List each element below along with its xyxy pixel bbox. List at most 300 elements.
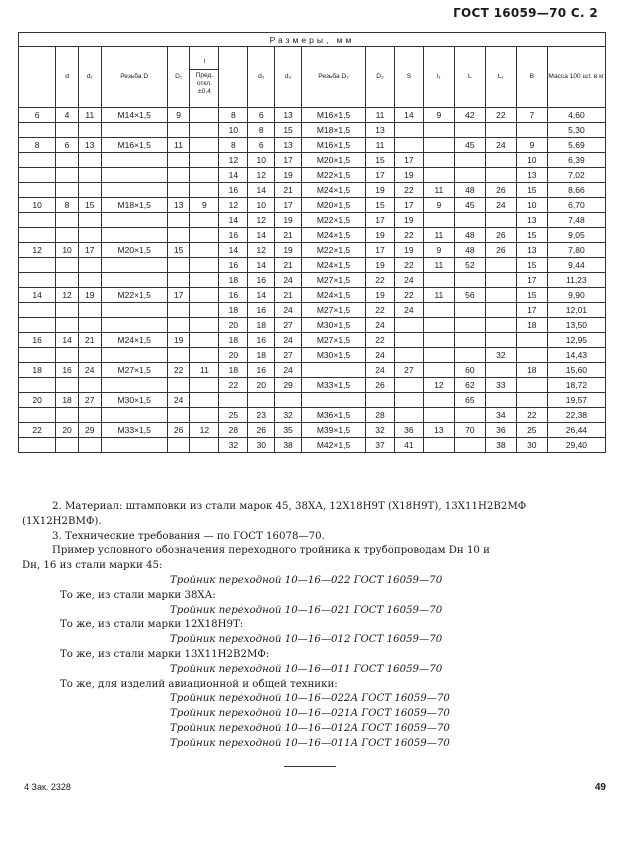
table-cell bbox=[101, 213, 167, 228]
table-row bbox=[19, 183, 606, 198]
table-cell: 5,69 bbox=[547, 138, 605, 153]
table-cell bbox=[19, 153, 56, 168]
table-cell: 34 bbox=[485, 408, 516, 423]
table-cell bbox=[78, 303, 101, 318]
table-cell bbox=[167, 213, 190, 228]
table-cell: 6 bbox=[56, 138, 79, 153]
table-cell: 32 bbox=[366, 423, 395, 438]
table-cell bbox=[78, 408, 101, 423]
table-cell bbox=[78, 168, 101, 183]
table-caption: Размеры, мм bbox=[19, 33, 606, 47]
table-cell: 36 bbox=[394, 423, 423, 438]
table-cell bbox=[190, 348, 219, 363]
table-cell: 21 bbox=[78, 333, 101, 348]
table-cell bbox=[167, 273, 190, 288]
table-cell bbox=[190, 183, 219, 198]
table-cell: 48 bbox=[454, 228, 485, 243]
table-cell: 9,05 bbox=[547, 228, 605, 243]
table-cell: 9 bbox=[167, 108, 190, 123]
table-cell: 26 bbox=[167, 423, 190, 438]
table-cell bbox=[56, 348, 79, 363]
example-designation: Тройник переходной 10—16—022 ГОСТ 16059—70 bbox=[170, 574, 443, 586]
table-cell: M22×1,5 bbox=[101, 288, 167, 303]
table-cell: 28 bbox=[219, 423, 248, 438]
table-cell: 8 bbox=[219, 108, 248, 123]
table-cell bbox=[167, 408, 190, 423]
table-cell: 17 bbox=[366, 243, 395, 258]
table-cell bbox=[78, 318, 101, 333]
table-cell: 9,44 bbox=[547, 258, 605, 273]
table-cell: 16 bbox=[248, 363, 275, 378]
table-cell bbox=[56, 378, 79, 393]
table-cell bbox=[19, 378, 56, 393]
table-cell: 17 bbox=[394, 153, 423, 168]
table-cell: 24 bbox=[485, 138, 516, 153]
table-cell: 24 bbox=[78, 363, 101, 378]
table-cell bbox=[516, 348, 547, 363]
col-d: d bbox=[56, 47, 79, 108]
table-cell: 26 bbox=[248, 423, 275, 438]
table-cell bbox=[423, 153, 454, 168]
table-cell bbox=[394, 333, 423, 348]
table-cell: 25 bbox=[516, 423, 547, 438]
table-cell bbox=[167, 123, 190, 138]
table-cell bbox=[190, 393, 219, 408]
col-D3: D₃ bbox=[366, 47, 395, 108]
table-cell: 14 bbox=[219, 168, 248, 183]
table-cell bbox=[56, 318, 79, 333]
table-cell: M20×1,5 bbox=[101, 243, 167, 258]
table-cell: 16 bbox=[248, 303, 275, 318]
table-cell bbox=[516, 378, 547, 393]
table-cell bbox=[423, 303, 454, 318]
example-designation: Тройник переходной 10—16—021А ГОСТ 16059—70 bbox=[170, 708, 450, 720]
table-cell: 24 bbox=[394, 273, 423, 288]
table-cell bbox=[219, 393, 248, 408]
table-cell: 12 bbox=[219, 198, 248, 213]
table-cell bbox=[19, 303, 56, 318]
table-cell: 19 bbox=[394, 213, 423, 228]
table-cell: 22 bbox=[219, 378, 248, 393]
table-cell: 27 bbox=[78, 393, 101, 408]
table-cell: 16 bbox=[56, 363, 79, 378]
table-row bbox=[19, 123, 606, 138]
table-cell: 15 bbox=[516, 183, 547, 198]
table-cell: 11,23 bbox=[547, 273, 605, 288]
table-cell: 10 bbox=[56, 243, 79, 258]
table-cell: 11 bbox=[423, 258, 454, 273]
table-cell: 32 bbox=[485, 348, 516, 363]
table-cell: 7 bbox=[516, 108, 547, 123]
table-cell: 19 bbox=[394, 168, 423, 183]
table-cell: M18×1,5 bbox=[301, 123, 365, 138]
table-cell bbox=[394, 393, 423, 408]
table-cell: 13 bbox=[423, 423, 454, 438]
table-cell: M39×1,5 bbox=[301, 423, 365, 438]
table-cell bbox=[485, 258, 516, 273]
table-cell: M27×1,5 bbox=[301, 333, 365, 348]
table-cell: 30 bbox=[248, 438, 275, 453]
table-cell bbox=[275, 393, 302, 408]
table-cell bbox=[19, 318, 56, 333]
table-cell bbox=[516, 393, 547, 408]
table-row bbox=[19, 393, 606, 408]
table-cell: 12 bbox=[56, 288, 79, 303]
table-cell: 22 bbox=[394, 183, 423, 198]
table-cell: 9,90 bbox=[547, 288, 605, 303]
table-cell: 32 bbox=[275, 408, 302, 423]
table-cell: 11 bbox=[423, 183, 454, 198]
table-cell bbox=[167, 228, 190, 243]
table-cell: 10 bbox=[516, 153, 547, 168]
table-cell: M27×1,5 bbox=[301, 273, 365, 288]
table-cell: 9 bbox=[190, 198, 219, 213]
table-cell bbox=[485, 333, 516, 348]
table-cell: 19,57 bbox=[547, 393, 605, 408]
table-cell bbox=[78, 438, 101, 453]
table-cell bbox=[423, 438, 454, 453]
table-cell bbox=[78, 258, 101, 273]
table-cell bbox=[394, 408, 423, 423]
table-cell: 10 bbox=[516, 198, 547, 213]
table-cell bbox=[56, 258, 79, 273]
table-cell bbox=[485, 153, 516, 168]
example-designation: Тройник переходной 10—16—012 ГОСТ 16059—70 bbox=[170, 634, 443, 646]
table-cell bbox=[423, 213, 454, 228]
table-cell bbox=[190, 288, 219, 303]
table-cell bbox=[19, 408, 56, 423]
standard-header: ГОСТ 16059—70 С. 2 bbox=[453, 6, 598, 20]
table-cell bbox=[190, 108, 219, 123]
table-cell: 62 bbox=[454, 378, 485, 393]
table-cell: 5,30 bbox=[547, 123, 605, 138]
table-cell: 8,66 bbox=[547, 183, 605, 198]
table-cell: M33×1,5 bbox=[301, 378, 365, 393]
table-cell: M30×1,5 bbox=[301, 318, 365, 333]
table-cell: 13 bbox=[167, 198, 190, 213]
table-cell: 26 bbox=[485, 183, 516, 198]
table-cell: M16×1,5 bbox=[301, 138, 365, 153]
col-dn2 bbox=[219, 47, 248, 108]
table-cell bbox=[190, 228, 219, 243]
table-cell: 41 bbox=[394, 438, 423, 453]
table-cell: 16 bbox=[19, 333, 56, 348]
table-cell bbox=[19, 438, 56, 453]
col-L1: L₁ bbox=[485, 47, 516, 108]
table-cell: 22 bbox=[394, 258, 423, 273]
table-cell: 8 bbox=[56, 198, 79, 213]
table-cell: 48 bbox=[454, 183, 485, 198]
table-cell: 24 bbox=[275, 363, 302, 378]
col-B: B bbox=[516, 47, 547, 108]
table-cell: 13 bbox=[516, 168, 547, 183]
col-d1: d₁ bbox=[78, 47, 101, 108]
table-cell bbox=[101, 318, 167, 333]
table-cell bbox=[454, 408, 485, 423]
table-cell: 12 bbox=[219, 153, 248, 168]
table-cell: 12,95 bbox=[547, 333, 605, 348]
table-cell: 6,39 bbox=[547, 153, 605, 168]
table-cell: 8 bbox=[248, 123, 275, 138]
note-material: 2. Материал: штамповки из стали марок 45, 38ХА, 12Х18Н9Т (Х18Н9Т), 13Х11Н2В2МФ bbox=[52, 501, 527, 512]
table-cell: 10 bbox=[19, 198, 56, 213]
table-cell: 21 bbox=[275, 183, 302, 198]
table-cell: 45 bbox=[454, 138, 485, 153]
col-dn bbox=[19, 47, 56, 108]
table-cell: 4 bbox=[56, 108, 79, 123]
table-cell: M30×1,5 bbox=[301, 348, 365, 363]
table-cell: 26 bbox=[485, 228, 516, 243]
table-cell: 22 bbox=[167, 363, 190, 378]
table-cell bbox=[19, 213, 56, 228]
table-row bbox=[19, 258, 606, 273]
table-cell: 17 bbox=[366, 168, 395, 183]
table-cell: 24 bbox=[366, 348, 395, 363]
table-cell: M30×1,5 bbox=[101, 393, 167, 408]
table-cell: 9 bbox=[423, 198, 454, 213]
table-cell: 56 bbox=[454, 288, 485, 303]
table-cell: 24 bbox=[275, 273, 302, 288]
table-cell bbox=[56, 228, 79, 243]
table-cell: 18 bbox=[19, 363, 56, 378]
table-cell bbox=[167, 153, 190, 168]
table-cell: 16 bbox=[219, 183, 248, 198]
table-cell bbox=[485, 318, 516, 333]
table-cell bbox=[101, 153, 167, 168]
table-cell: 6,70 bbox=[547, 198, 605, 213]
table-cell: 18 bbox=[219, 333, 248, 348]
table-cell: 6 bbox=[248, 138, 275, 153]
table-cell: 13 bbox=[275, 138, 302, 153]
table-cell bbox=[516, 333, 547, 348]
table-cell bbox=[101, 303, 167, 318]
table-cell: M16×1,5 bbox=[301, 108, 365, 123]
table-cell: 18 bbox=[219, 273, 248, 288]
table-cell bbox=[56, 438, 79, 453]
table-row bbox=[19, 438, 606, 453]
table-cell: 15 bbox=[167, 243, 190, 258]
table-cell: M33×1,5 bbox=[101, 423, 167, 438]
table-cell: 6 bbox=[19, 108, 56, 123]
table-cell bbox=[301, 363, 365, 378]
table-cell bbox=[516, 123, 547, 138]
table-row bbox=[19, 138, 606, 153]
table-cell: 14 bbox=[248, 258, 275, 273]
table-cell: 22 bbox=[19, 423, 56, 438]
table-cell: 21 bbox=[275, 228, 302, 243]
table-cell: 17 bbox=[78, 243, 101, 258]
table-row bbox=[19, 213, 606, 228]
table-cell: 13 bbox=[366, 123, 395, 138]
example-intro-cont: Dн, 16 из стали марки 45: bbox=[22, 560, 163, 572]
table-cell: 24 bbox=[394, 303, 423, 318]
table-cell bbox=[78, 348, 101, 363]
table-cell: 11 bbox=[366, 108, 395, 123]
table-cell bbox=[56, 183, 79, 198]
table-cell: 18 bbox=[219, 363, 248, 378]
table-cell: 15 bbox=[275, 123, 302, 138]
table-row bbox=[19, 318, 606, 333]
table-cell: 21 bbox=[275, 288, 302, 303]
col-d3: d₃ bbox=[275, 47, 302, 108]
table-cell: 18 bbox=[219, 303, 248, 318]
table-row bbox=[19, 168, 606, 183]
table-cell: 12 bbox=[190, 423, 219, 438]
col-mass: Масса 100 шт. в кг bbox=[547, 47, 605, 108]
table-body bbox=[19, 108, 606, 453]
table-cell bbox=[485, 363, 516, 378]
table-cell bbox=[394, 378, 423, 393]
table-cell bbox=[190, 333, 219, 348]
col-L: L bbox=[454, 47, 485, 108]
table-cell bbox=[454, 213, 485, 228]
table-cell bbox=[78, 378, 101, 393]
table-cell bbox=[423, 138, 454, 153]
table-cell: 19 bbox=[275, 243, 302, 258]
table-cell: 16 bbox=[219, 258, 248, 273]
table-cell: 19 bbox=[167, 333, 190, 348]
table-cell bbox=[423, 333, 454, 348]
table-cell: 14 bbox=[56, 333, 79, 348]
table-cell bbox=[78, 123, 101, 138]
table-cell: 17 bbox=[516, 303, 547, 318]
table-cell: M24×1,5 bbox=[101, 333, 167, 348]
table-cell bbox=[454, 333, 485, 348]
table-cell: 19 bbox=[275, 213, 302, 228]
table-cell: 11 bbox=[366, 138, 395, 153]
table-cell: 11 bbox=[423, 288, 454, 303]
table-row bbox=[19, 108, 606, 123]
table-cell: 12 bbox=[19, 243, 56, 258]
table-cell bbox=[167, 303, 190, 318]
table-cell bbox=[454, 303, 485, 318]
table-cell bbox=[394, 138, 423, 153]
table-cell: 30 bbox=[516, 438, 547, 453]
table-cell: 33 bbox=[485, 378, 516, 393]
table-cell bbox=[485, 123, 516, 138]
table-cell: 22 bbox=[366, 273, 395, 288]
table-cell: M36×1,5 bbox=[301, 408, 365, 423]
table-cell: 20 bbox=[56, 423, 79, 438]
table-cell: 23 bbox=[248, 408, 275, 423]
table-cell: 11 bbox=[423, 228, 454, 243]
table-cell bbox=[167, 438, 190, 453]
table-cell: 17 bbox=[275, 198, 302, 213]
table-cell: 25 bbox=[219, 408, 248, 423]
table-cell: 7,48 bbox=[547, 213, 605, 228]
table-cell: 24 bbox=[167, 393, 190, 408]
table-cell: 27 bbox=[275, 348, 302, 363]
table-cell bbox=[190, 258, 219, 273]
table-cell bbox=[167, 378, 190, 393]
table-cell bbox=[101, 168, 167, 183]
table-cell: 12 bbox=[248, 168, 275, 183]
table-cell: M22×1,5 bbox=[301, 243, 365, 258]
table-cell: 14,43 bbox=[547, 348, 605, 363]
col-D1: D₁ bbox=[167, 47, 190, 108]
table-cell: 18 bbox=[516, 363, 547, 378]
dimensions-table bbox=[18, 32, 606, 453]
table-cell: 4,60 bbox=[547, 108, 605, 123]
table-cell bbox=[485, 213, 516, 228]
table-cell bbox=[190, 153, 219, 168]
table-cell bbox=[190, 123, 219, 138]
table-cell bbox=[485, 393, 516, 408]
table-cell: M42×1,5 bbox=[301, 438, 365, 453]
example-prefix: То же, из стали марки 38ХА: bbox=[60, 589, 216, 601]
col-S: S bbox=[394, 47, 423, 108]
table-cell: 38 bbox=[275, 438, 302, 453]
table-cell bbox=[454, 318, 485, 333]
table-cell: 17 bbox=[516, 273, 547, 288]
table-row bbox=[19, 423, 606, 438]
table-cell bbox=[78, 183, 101, 198]
example-designation: Тройник переходной 10—16—012А ГОСТ 16059—70 bbox=[170, 722, 450, 734]
table-cell bbox=[167, 258, 190, 273]
table-cell: 8 bbox=[219, 138, 248, 153]
table-cell: M24×1,5 bbox=[301, 288, 365, 303]
table-cell: 6 bbox=[248, 108, 275, 123]
table-cell: 18,72 bbox=[547, 378, 605, 393]
table-cell: 20 bbox=[219, 318, 248, 333]
table-cell bbox=[19, 123, 56, 138]
table-cell: 21 bbox=[275, 258, 302, 273]
table-cell: 10 bbox=[248, 153, 275, 168]
table-cell bbox=[78, 273, 101, 288]
table-cell: 19 bbox=[275, 168, 302, 183]
table-cell: 22 bbox=[394, 288, 423, 303]
table-row bbox=[19, 378, 606, 393]
example-designation: Тройник переходной 10—16—022А ГОСТ 16059—70 bbox=[170, 693, 450, 705]
table-row bbox=[19, 348, 606, 363]
table-cell: M24×1,5 bbox=[301, 258, 365, 273]
table-cell bbox=[19, 273, 56, 288]
table-cell: 19 bbox=[394, 243, 423, 258]
table-cell bbox=[485, 273, 516, 288]
table-cell bbox=[485, 168, 516, 183]
col-d2: d₂ bbox=[248, 47, 275, 108]
table-cell: 16 bbox=[248, 273, 275, 288]
table-cell bbox=[19, 168, 56, 183]
table-cell: M20×1,5 bbox=[301, 153, 365, 168]
table-cell bbox=[56, 168, 79, 183]
table-cell: 13,50 bbox=[547, 318, 605, 333]
table-cell bbox=[366, 393, 395, 408]
table-cell bbox=[190, 318, 219, 333]
table-cell bbox=[190, 408, 219, 423]
table-cell bbox=[485, 303, 516, 318]
table-cell: 15 bbox=[516, 258, 547, 273]
table-cell: 22 bbox=[394, 228, 423, 243]
table-cell: 22 bbox=[366, 333, 395, 348]
table-cell bbox=[423, 363, 454, 378]
example-prefix: То же, из стали марки 12Х18Н9Т: bbox=[60, 619, 244, 631]
table-cell: 24 bbox=[366, 363, 395, 378]
table-cell bbox=[454, 273, 485, 288]
table-cell: 15 bbox=[78, 198, 101, 213]
table-cell: 22,38 bbox=[547, 408, 605, 423]
table-cell: 29,40 bbox=[547, 438, 605, 453]
table-cell: 14 bbox=[248, 183, 275, 198]
table-row bbox=[19, 408, 606, 423]
table-cell: 28 bbox=[366, 408, 395, 423]
table-cell bbox=[190, 438, 219, 453]
table-cell bbox=[101, 408, 167, 423]
table-cell: 14 bbox=[219, 243, 248, 258]
table-row bbox=[19, 153, 606, 168]
table-cell: 70 bbox=[454, 423, 485, 438]
table-cell: M18×1,5 bbox=[101, 198, 167, 213]
